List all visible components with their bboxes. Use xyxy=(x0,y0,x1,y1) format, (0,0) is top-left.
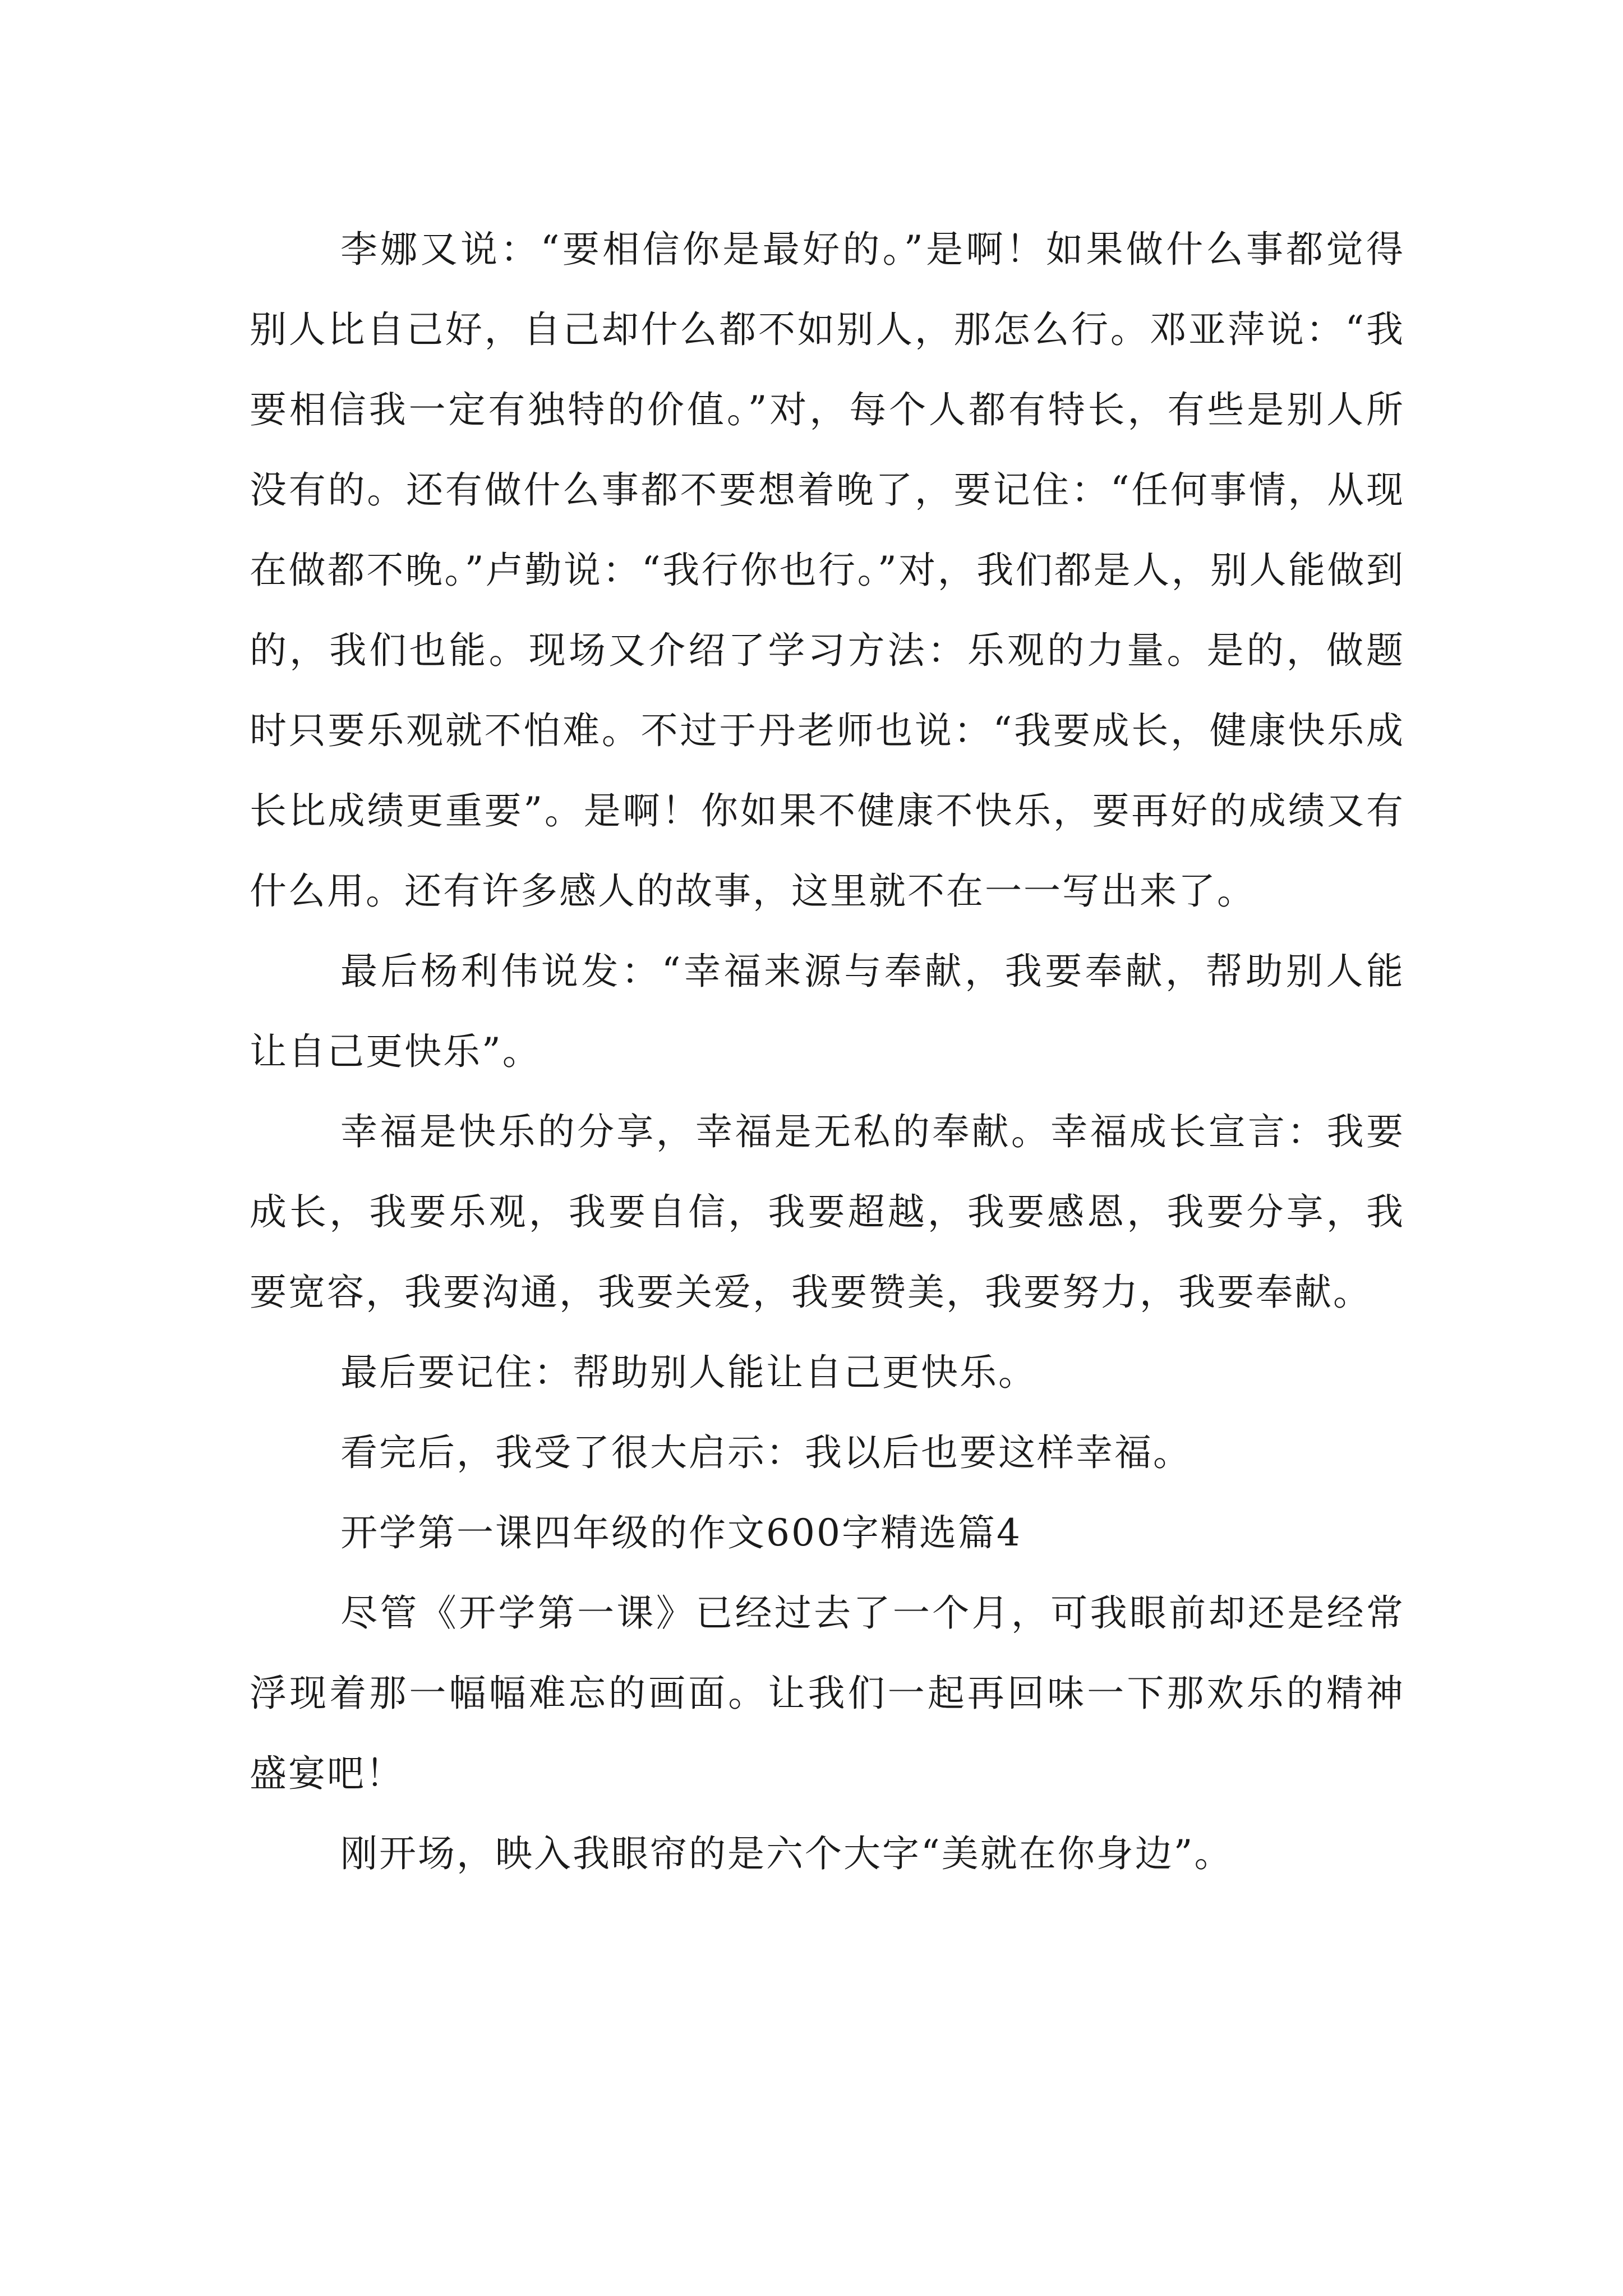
paragraph: 看完后，我受了很大启示：我以后也要这样幸福。 xyxy=(340,1431,1192,1474)
section-heading: 开学第一课四年级的作文600字精选篇4 xyxy=(340,1511,1022,1554)
paragraph: 刚开场，映入我眼帘的是六个大字“美就在你身边”。 xyxy=(340,1832,1233,1875)
paragraph: 最后要记住：帮助别人能让自己更快乐。 xyxy=(340,1351,1037,1394)
paragraph: 最后杨利伟说发：“幸福来源与奉献，我要奉献，帮助别人能让自己更快乐”。 xyxy=(250,950,1405,1073)
paragraph: 幸福是快乐的分享，幸福是无私的奉献。幸福成长宣言：我要成长，我要乐观，我要自信，我要超越，我要感恩，我要分享，我要宽容，我要沟通，我要关爱，我要赞美，我要努力，我要奉献。 xyxy=(250,1110,1405,1314)
paragraph: 李娜又说：“要相信你是最好的。”是啊！如果做什么事都觉得别人比自己好，自己却什么都不如别人，那怎么行。邓亚萍说：“我要相信我一定有独特的价值。”对，每个人都有特长，有些是别人所没有的。还有做什么事都不要想着晚了，要记住：“任何事情，从现在做都不晚。”卢勤说：“我行你也行。”对，我们都是人，别人能做到的，我们也能。现场又介绍了学习方法：乐观的力量。是的，做题时只要乐观就不怕难。不过于丹老师也说：“我要成长，健康快乐成长比成绩更重要”。是啊！你如果不健康不快乐，要再好的成绩又有什么用。还有许多感人的故事，这里就不在一一写出来了。 xyxy=(250,228,1405,913)
document-body xyxy=(250,209,1405,1894)
paragraph: 尽管《开学第一课》已经过去了一个月，可我眼前却还是经常浮现着那一幅幅难忘的画面。让我们一起再回味一下那欢乐的精神盛宴吧！ xyxy=(250,1591,1405,1795)
